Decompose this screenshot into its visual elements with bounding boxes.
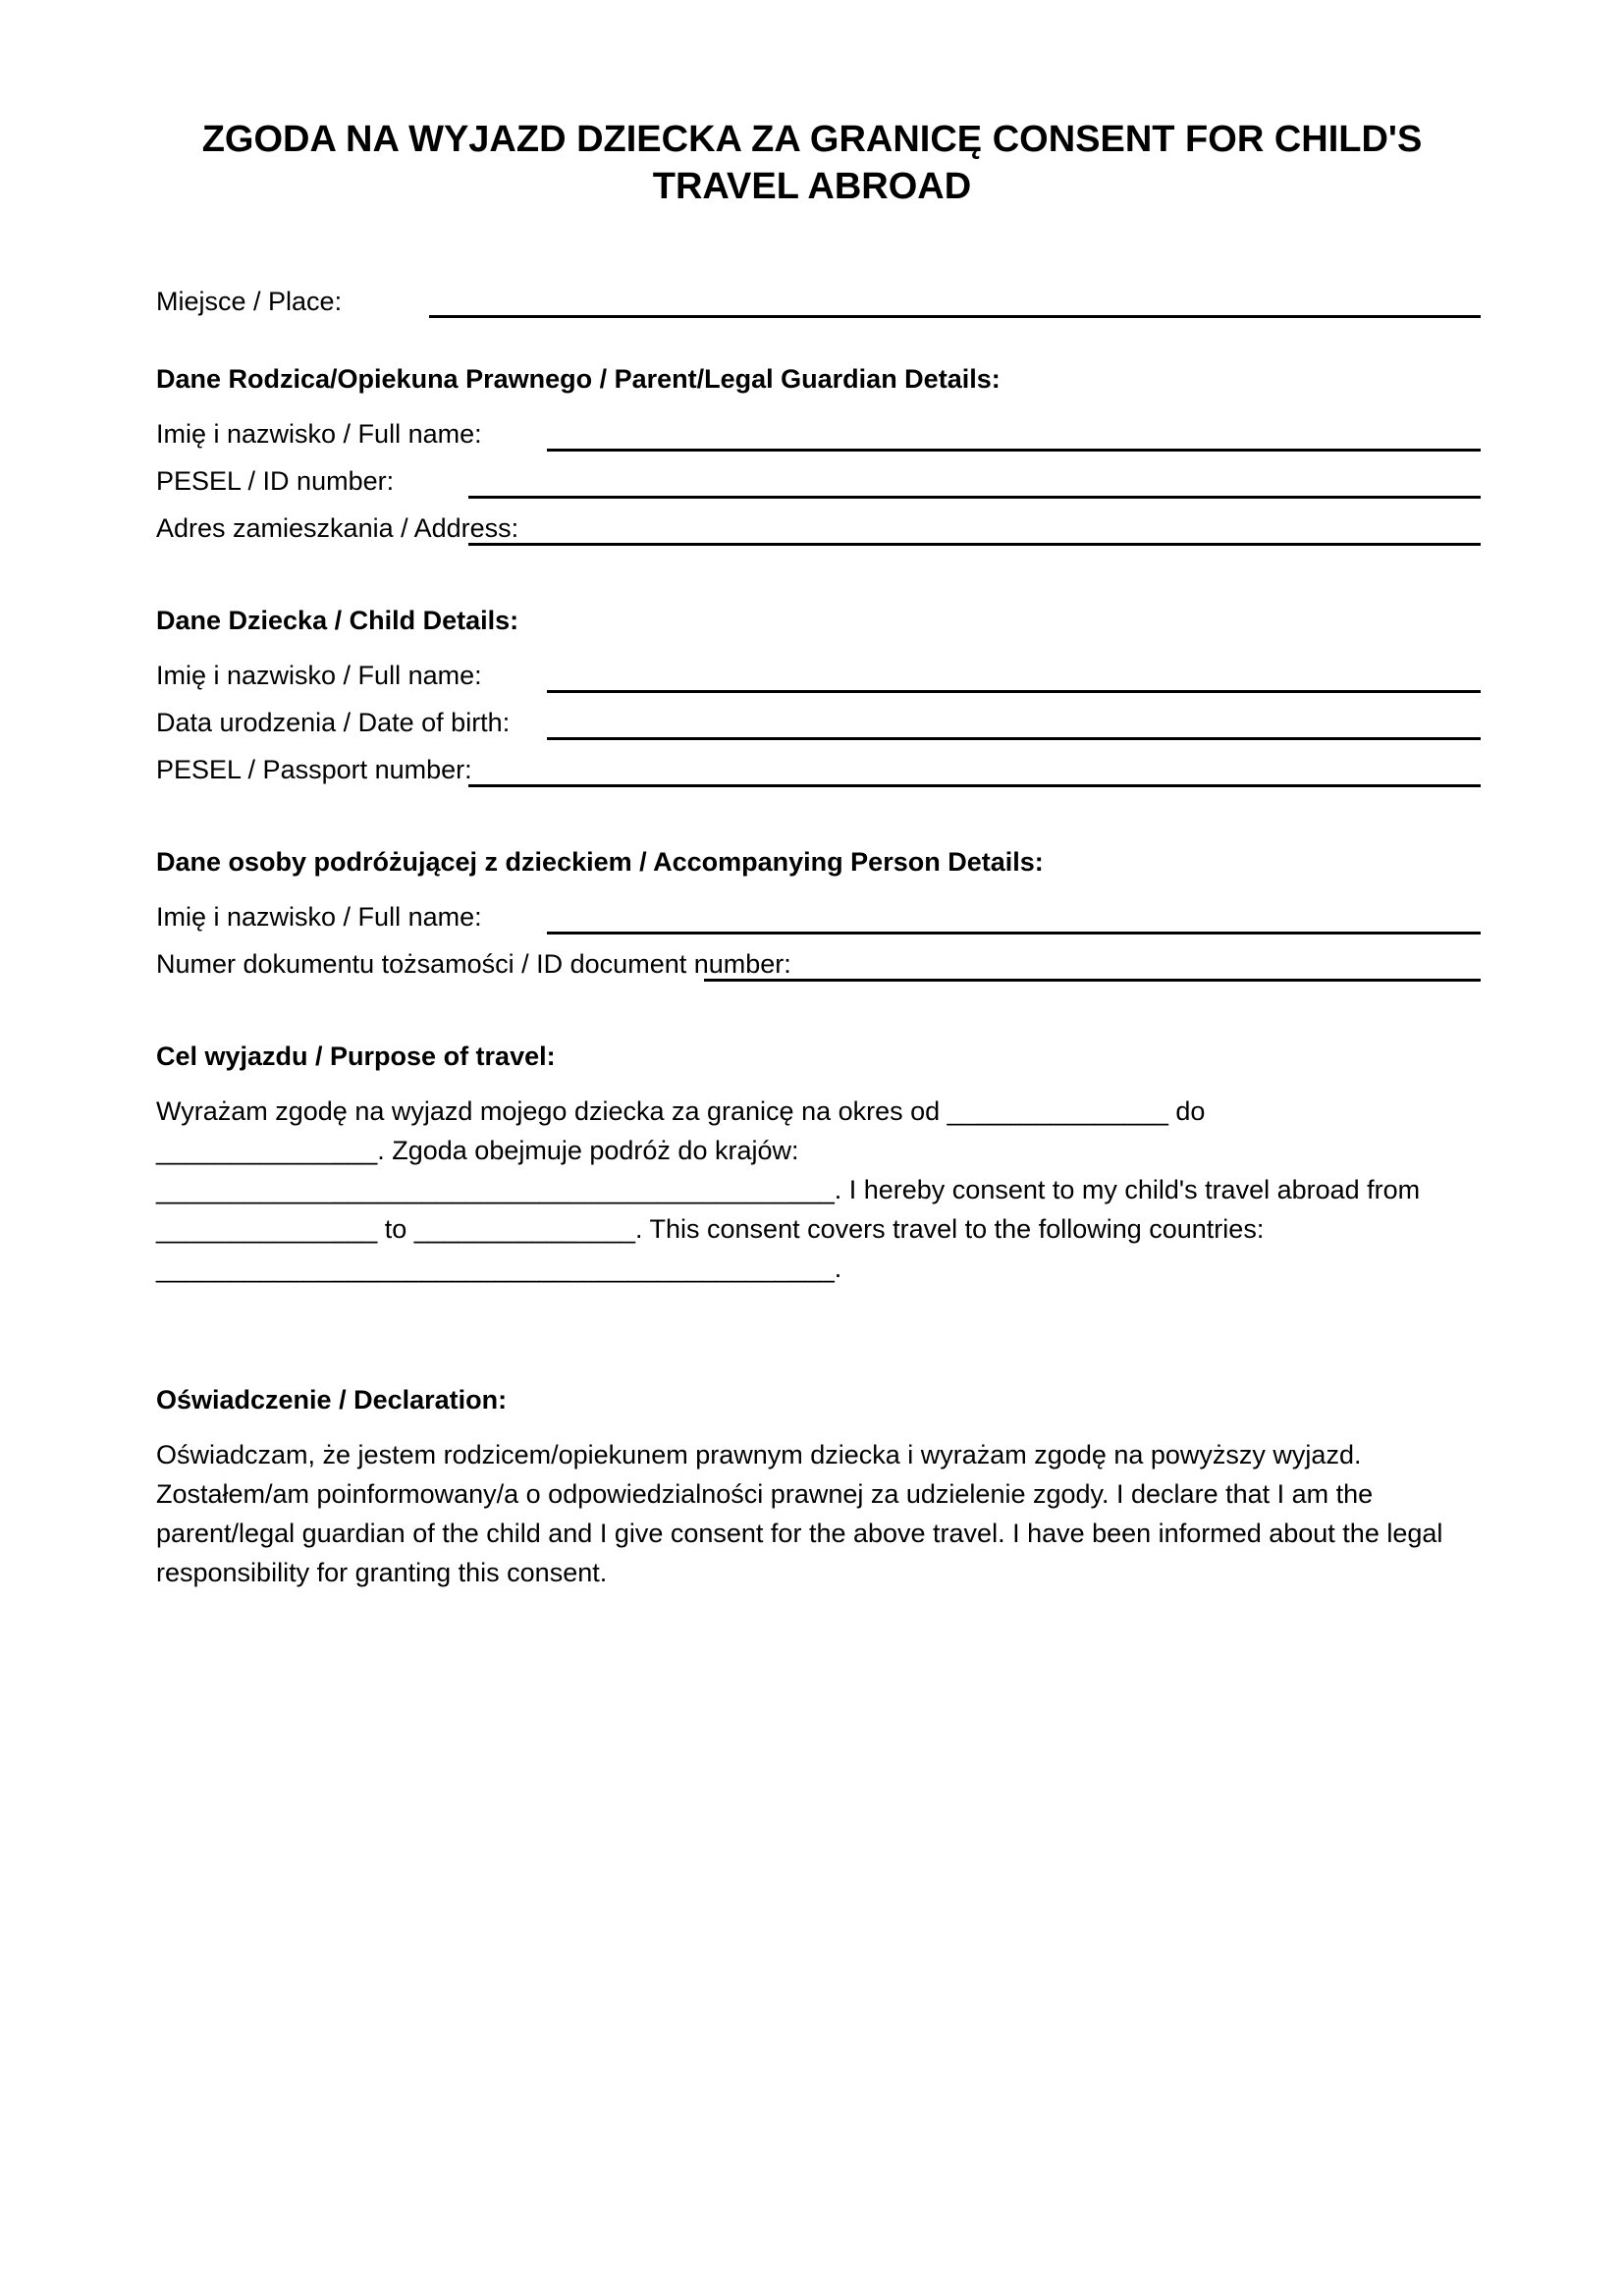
place-field[interactable] [429,315,1481,318]
purpose-section-heading: Cel wyjazdu / Purpose of travel: [156,1041,556,1071]
parent-id-number-field[interactable] [468,496,1481,499]
child-full-name-label: Imię i nazwisko / Full name: [156,661,482,690]
accompanying-section-heading: Dane osoby podróżującej z dzieckiem / Accompanying Person Details: [156,847,1044,877]
declaration-text: Oświadczam, że jestem rodzicem/opiekunem prawnym dziecka i wyrażam zgodę na powyższy wyjazd. Zostałem/am poinformowany/a o odpowiedzialności prawnej za udzielenie zgody. I declare that I am the parent/legal guardian of the child and I give consent for the above travel. I have been informed about the legal responsibility for granting this consent. [156,1440,1443,1587]
parent-section-heading: Dane Rodzica/Opiekuna Prawnego / Parent/Legal Guardian Details: [156,364,1001,394]
parent-full-name-field[interactable] [547,449,1481,452]
declaration-paragraph [156,1435,1472,1592]
parent-full-name-label: Imię i nazwisko / Full name: [156,419,482,449]
accompanying-id-document-label: Numer dokumentu tożsamości / ID document number: [156,949,791,979]
purpose-paragraph [156,1092,1491,1288]
purpose-line[interactable]: _______________. Zgoda obejmuje podróż do krajów: [156,1136,799,1165]
purpose-line[interactable]: ______________________________________________. [156,1254,842,1283]
parent-address-field[interactable] [468,543,1481,546]
accompanying-full-name-label: Imię i nazwisko / Full name: [156,902,482,932]
child-dob-label: Data urodzenia / Date of birth: [156,708,511,737]
child-full-name-field[interactable] [547,690,1481,693]
child-passport-field[interactable] [468,784,1481,787]
purpose-line[interactable]: _______________ to _______________. This consent covers travel to the following countries: [156,1214,1265,1244]
declaration-section-heading: Oświadczenie / Declaration: [156,1385,508,1415]
purpose-line[interactable]: Wyrażam zgodę na wyjazd mojego dziecka za granicę na okres od _______________ do [156,1096,1206,1126]
place-label: Miejsce / Place: [156,287,343,316]
accompanying-full-name-field[interactable] [547,932,1481,934]
purpose-line[interactable]: ______________________________________________. I hereby consent to my child's travel abroad from [156,1175,1421,1204]
document-title: ZGODA NA WYJAZD DZIECKA ZA GRANICĘ CONSENT FOR CHILD'S TRAVEL ABROAD [201,119,1423,207]
child-passport-label: PESEL / Passport number: [156,755,472,784]
parent-address-label: Adres zamieszkania / Address: [156,513,519,543]
accompanying-id-document-field[interactable] [704,979,1481,982]
parent-id-number-label: PESEL / ID number: [156,466,395,496]
child-dob-field[interactable] [547,737,1481,740]
child-section-heading: Dane Dziecka / Child Details: [156,606,519,635]
